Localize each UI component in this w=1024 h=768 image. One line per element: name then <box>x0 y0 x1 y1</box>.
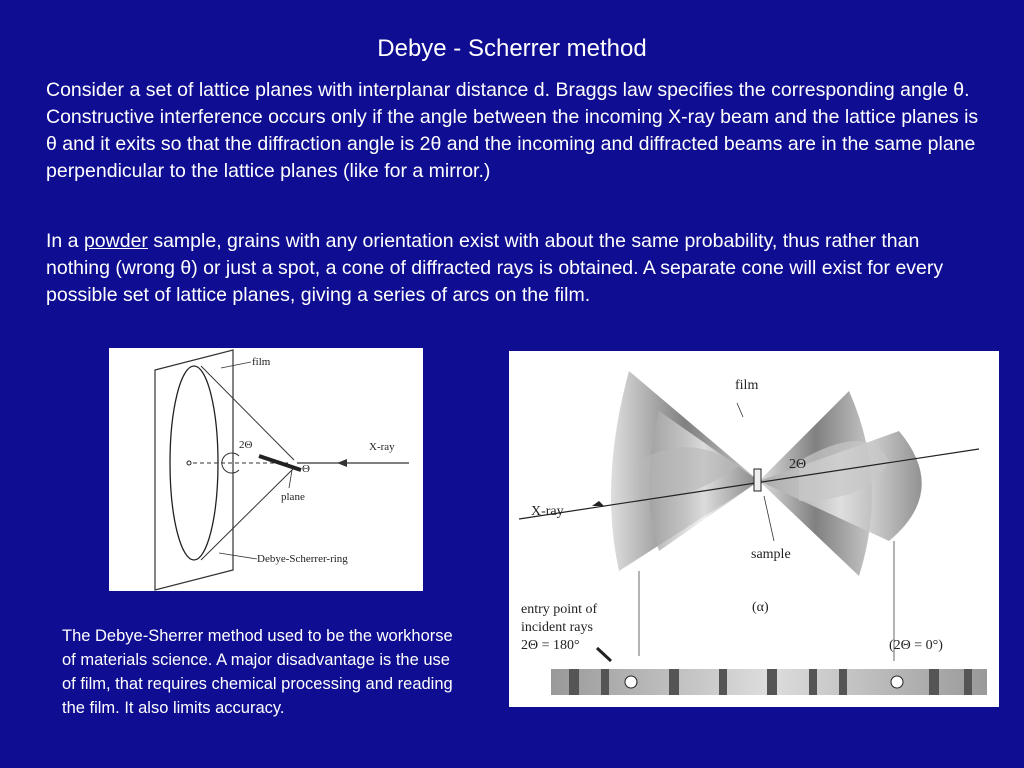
label-sample: sample <box>751 547 791 562</box>
ring-center <box>187 461 191 465</box>
paragraph-powder-start: In a <box>46 230 84 252</box>
paragraph-powder-rest: sample, grains with any orientation exist with about the same probability, thus rather than nothing (wrong θ) or just a spot, a cone of diffracted rays is obtained. A separate cone will exist for every possible set of lattice planes, giving a series of arcs on the film. <box>46 230 944 306</box>
label-two-theta: 2Θ <box>239 439 253 451</box>
cones-drawing <box>509 351 999 707</box>
sample-leader <box>764 496 774 541</box>
label-film: film <box>735 378 759 393</box>
entry-hole <box>625 676 637 688</box>
label-xray: X-ray <box>369 441 395 453</box>
label-two-theta: 2Θ <box>789 457 807 472</box>
entry-arrow <box>597 648 611 661</box>
powder-link[interactable]: powder <box>83 230 148 252</box>
xray-arrowhead <box>337 459 347 467</box>
label-entry-3: 2Θ = 180° <box>521 638 580 653</box>
label-film: film <box>252 356 271 368</box>
label-entry-1: entry point of <box>521 602 598 617</box>
label-alpha: (α) <box>752 600 769 615</box>
schematic-drawing <box>109 348 423 591</box>
label-plane: plane <box>281 491 305 503</box>
paragraph-bragg: Consider a set of lattice planes with interplanar distance d. Braggs law specifies the corresponding angle θ. Constructive interference occurs only if the angle between the incoming X-ray beam and the lattice planes is θ and it exits so that the diffraction angle is 2θ and the incoming and diffracted beams are in the same plane perpendicular to the lattice planes (like for a mirror.) <box>46 79 979 182</box>
beam-arrowhead <box>592 501 604 506</box>
film-leader <box>221 362 251 368</box>
label-theta: Θ <box>302 463 310 475</box>
film-leader <box>737 403 743 417</box>
label-xray: X-ray <box>531 504 564 519</box>
label-entry-2: incident rays <box>521 620 593 635</box>
slide-title: Debye - Scherrer method <box>377 35 647 62</box>
debye-scherrer-cones-figure <box>509 351 999 707</box>
paragraph-powder <box>46 228 986 309</box>
caption-text: The Debye-Sherrer method used to be the workhorse of materials science. A major disadvantage is the use of film, that requires chemical processing and reading the film. It also limits accuracy. <box>62 627 453 717</box>
debye-scherrer-schematic <box>109 348 423 591</box>
exit-hole <box>891 676 903 688</box>
label-ring: Debye-Scherrer-ring <box>257 553 348 565</box>
ring-leader <box>219 553 257 559</box>
sample-crystal <box>754 469 761 491</box>
label-zero: (2Θ = 0°) <box>889 638 943 653</box>
